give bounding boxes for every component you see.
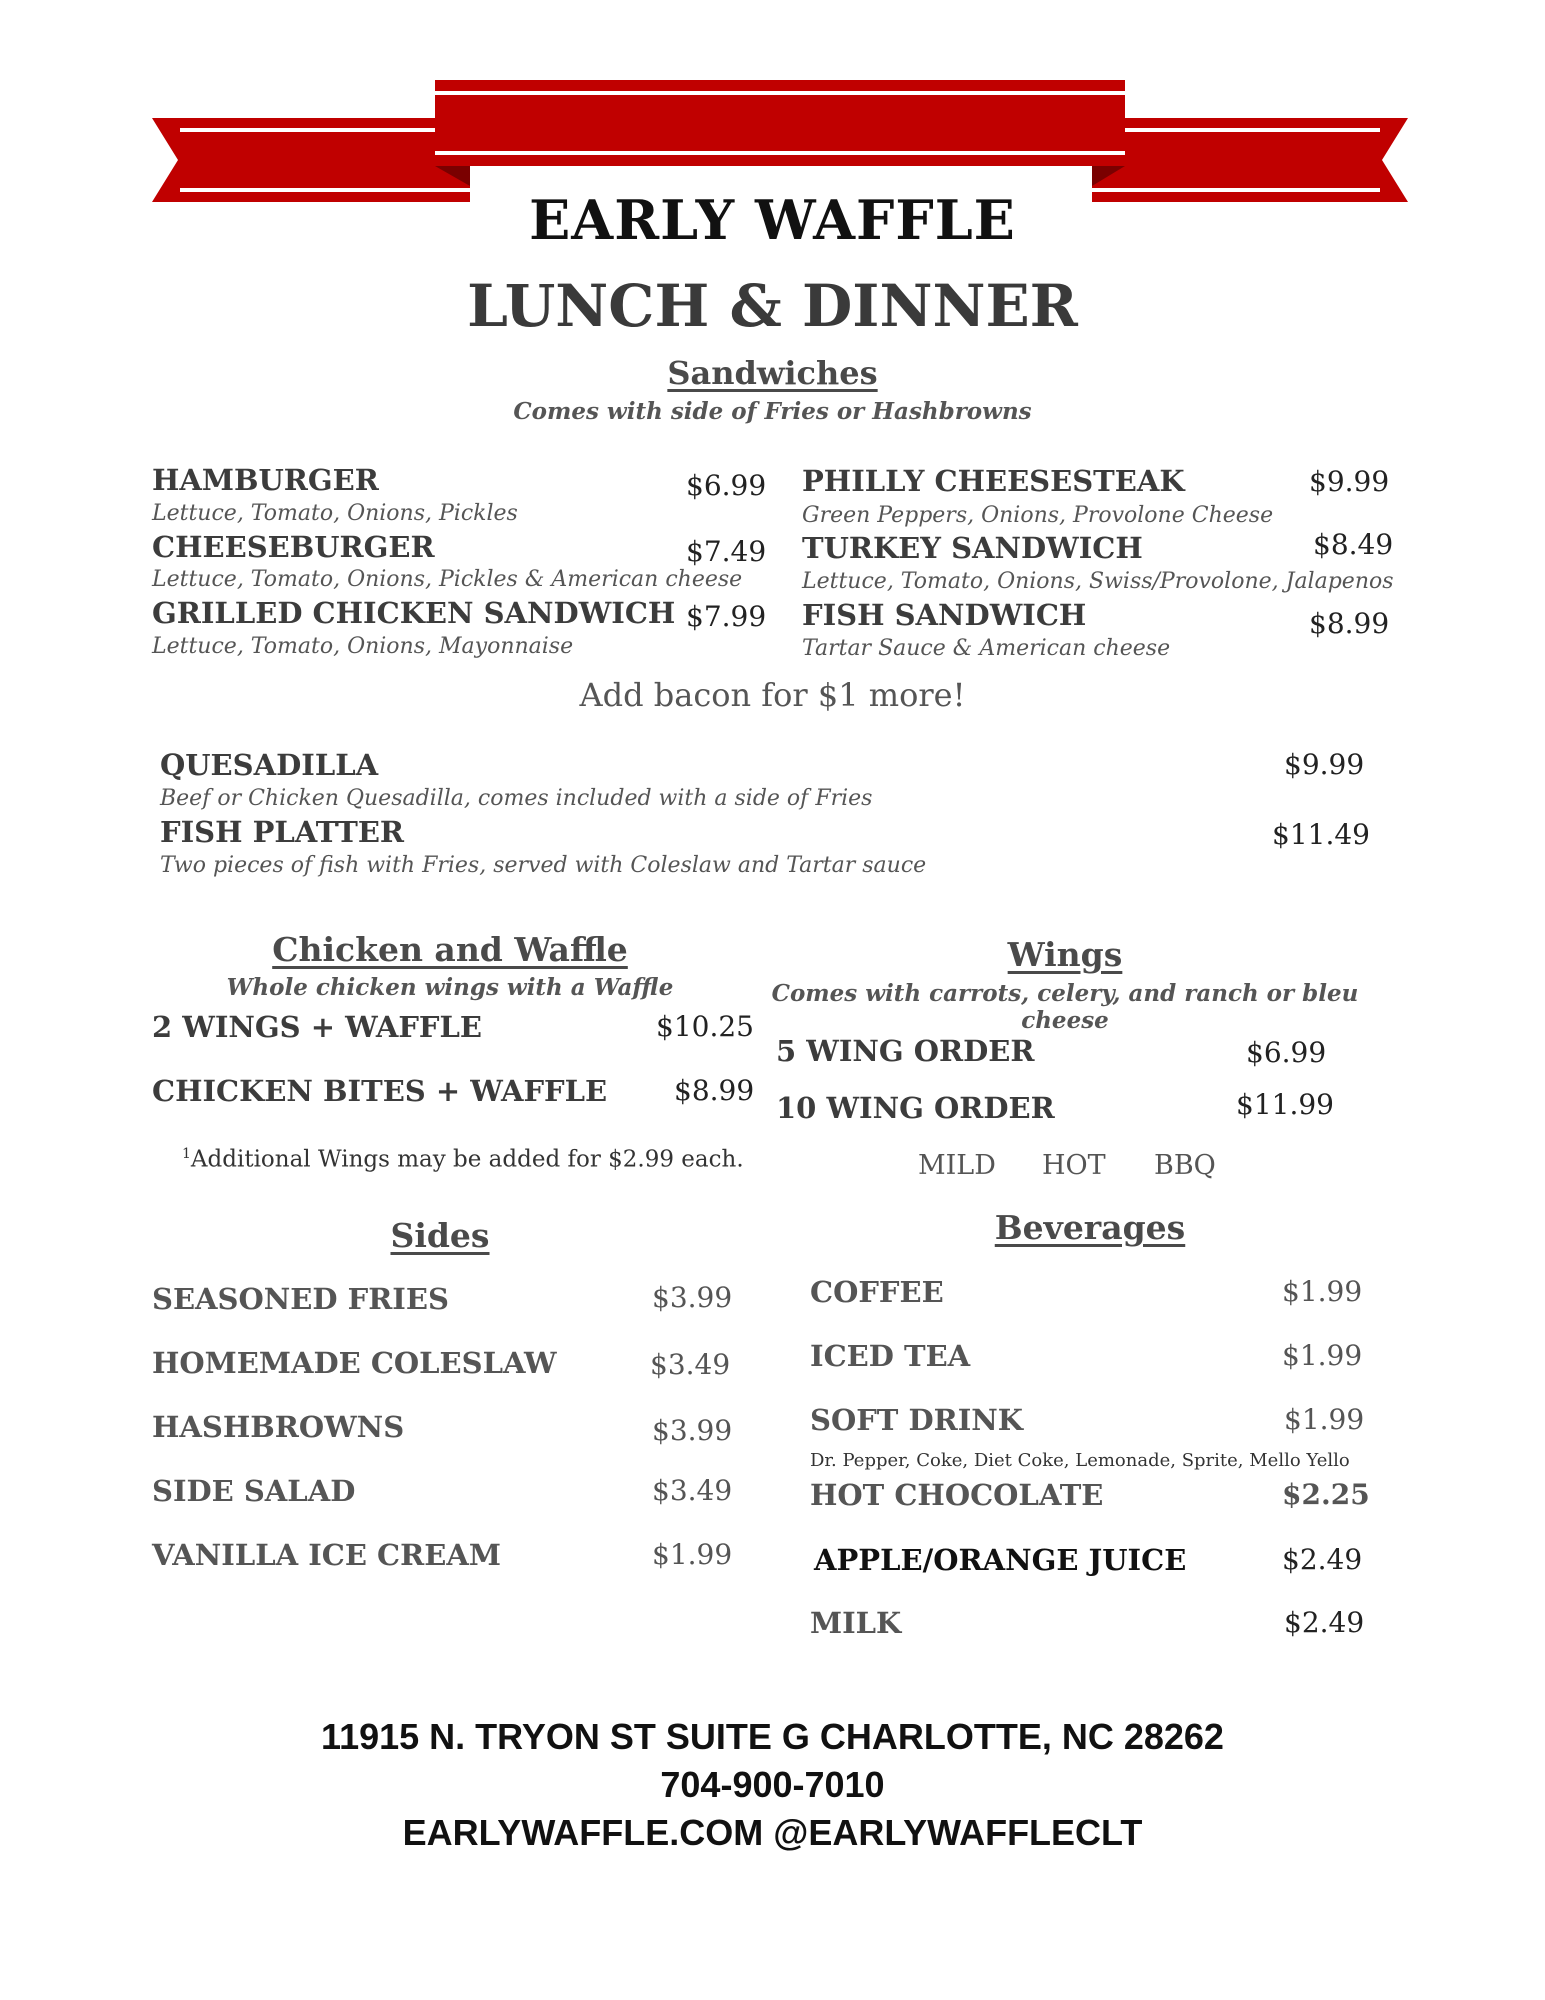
menu-item-name: 2 WINGS + WAFFLE [152, 1010, 483, 1044]
menu-item-price: $8.99 [674, 1074, 755, 1107]
menu-item-price: $9.99 [1309, 465, 1390, 498]
menu-item-name: SIDE SALAD [152, 1474, 356, 1508]
wings-heading: Wings [1007, 935, 1123, 974]
wing-flavor-hot: HOT [1042, 1150, 1106, 1181]
menu-item-name: ICED TEA [810, 1339, 971, 1373]
menu-item-price: $1.99 [652, 1538, 733, 1571]
bacon-addon-note: Add bacon for $1 more! [579, 676, 966, 714]
menu-item-price: $6.99 [686, 469, 767, 502]
menu-item-desc: Lettuce, Tomato, Onions, Pickles & American cheese [152, 567, 743, 592]
menu-item-name: GRILLED CHICKEN SANDWICH [152, 596, 676, 630]
menu-item-desc: Lettuce, Tomato, Onions, Swiss/Provolone, Jalapenos [802, 569, 1394, 594]
menu-item-name: QUESADILLA [160, 748, 379, 782]
menu-item-price: $9.99 [1284, 748, 1365, 781]
menu-item-name: FISH SANDWICH [802, 598, 1087, 632]
menu-item-price: $3.49 [652, 1474, 733, 1507]
menu-item-name: FISH PLATTER [160, 815, 405, 849]
menu-item-price: $3.99 [652, 1281, 733, 1314]
menu-item-price: $10.25 [656, 1010, 754, 1043]
menu-item-name: SOFT DRINK [810, 1403, 1023, 1437]
menu-item-price: $2.49 [1282, 1543, 1363, 1576]
menu-item-name: MILK [810, 1606, 902, 1640]
sides-heading: Sides [390, 1216, 490, 1255]
menu-title: LUNCH & DINNER [467, 272, 1078, 340]
ribbon-banner [0, 0, 1545, 220]
chicken-waffle-heading: Chicken and Waffle [272, 930, 628, 969]
menu-item-desc: Green Peppers, Onions, Provolone Cheese [802, 503, 1274, 528]
beverages-heading: Beverages [994, 1208, 1186, 1247]
menu-item-price: $1.99 [1284, 1403, 1365, 1436]
menu-item-name: SEASONED FRIES [152, 1282, 449, 1316]
menu-item-name: APPLE/ORANGE JUICE [814, 1543, 1187, 1577]
menu-item-desc: Tartar Sauce & American cheese [802, 636, 1171, 661]
menu-item-name: CHICKEN BITES + WAFFLE [152, 1074, 608, 1108]
chicken-waffle-subheading: Whole chicken wings with a Waffle [226, 974, 674, 1001]
menu-item-price: $2.25 [1282, 1478, 1370, 1511]
menu-item-desc: Lettuce, Tomato, Onions, Pickles [152, 501, 518, 526]
menu-item-name: 10 WING ORDER [776, 1091, 1055, 1125]
additional-wings-note-text: Additional Wings may be added for $2.99 each. [190, 1146, 744, 1173]
menu-item-name: VANILLA ICE CREAM [152, 1538, 501, 1572]
menu-item-desc: Beef or Chicken Quesadilla, comes included with a side of Fries [160, 786, 873, 811]
footer-address: 11915 N. TRYON ST SUITE G CHARLOTTE, NC 28262 [321, 1716, 1224, 1757]
footnote-marker: 1 [182, 1146, 191, 1162]
menu-item-price: $7.49 [686, 535, 767, 568]
wing-flavor-bbq: BBQ [1154, 1150, 1216, 1181]
menu-item-price: $1.99 [1282, 1339, 1363, 1372]
footer-website: EARLYWAFFLE.COM @EARLYWAFFLECLT [402, 1812, 1143, 1853]
additional-wings-note [182, 1146, 744, 1173]
menu-item-price: $3.99 [652, 1414, 733, 1447]
menu-item-name: TURKEY SANDWICH [802, 531, 1143, 565]
menu-item-price: $11.99 [1236, 1088, 1334, 1121]
wing-flavor-mild: MILD [918, 1150, 996, 1181]
menu-item-price: $8.99 [1309, 607, 1390, 640]
menu-item-price: $2.49 [1284, 1606, 1365, 1639]
menu-item-name: HOMEMADE COLESLAW [152, 1346, 557, 1380]
sandwiches-heading: Sandwiches [667, 354, 878, 392]
menu-item-name: CHEESEBURGER [152, 530, 435, 564]
menu-item-desc: Lettuce, Tomato, Onions, Mayonnaise [152, 634, 574, 659]
menu-item-name: HASHBROWNS [152, 1410, 405, 1444]
menu-item-price: $1.99 [1282, 1275, 1363, 1308]
menu-item-price: $11.49 [1272, 818, 1370, 851]
brand-title: EARLY WAFFLE [529, 188, 1016, 252]
sandwiches-subheading: Comes with side of Fries or Hashbrowns [513, 398, 1032, 425]
wings-subheading: Comes with carrots, celery, and ranch or bleu cheese [771, 980, 1359, 1034]
menu-item-name: HOT CHOCOLATE [810, 1478, 1104, 1512]
menu-item-name: 5 WING ORDER [776, 1034, 1035, 1068]
menu-item-name: COFFEE [810, 1275, 944, 1309]
footer-phone: 704-900-7010 [660, 1764, 885, 1805]
soft-drink-options: Dr. Pepper, Coke, Diet Coke, Lemonade, Sprite, Mello Yello [810, 1450, 1350, 1471]
menu-item-price: $6.99 [1246, 1036, 1327, 1069]
menu-item-name: PHILLY CHEESESTEAK [802, 464, 1185, 498]
menu-item-price: $8.49 [1313, 528, 1394, 561]
menu-item-price: $7.99 [686, 600, 767, 633]
menu-item-desc: Two pieces of fish with Fries, served with Coleslaw and Tartar sauce [160, 853, 927, 878]
menu-item-price: $3.49 [650, 1348, 731, 1381]
menu-item-name: HAMBURGER [152, 463, 379, 497]
